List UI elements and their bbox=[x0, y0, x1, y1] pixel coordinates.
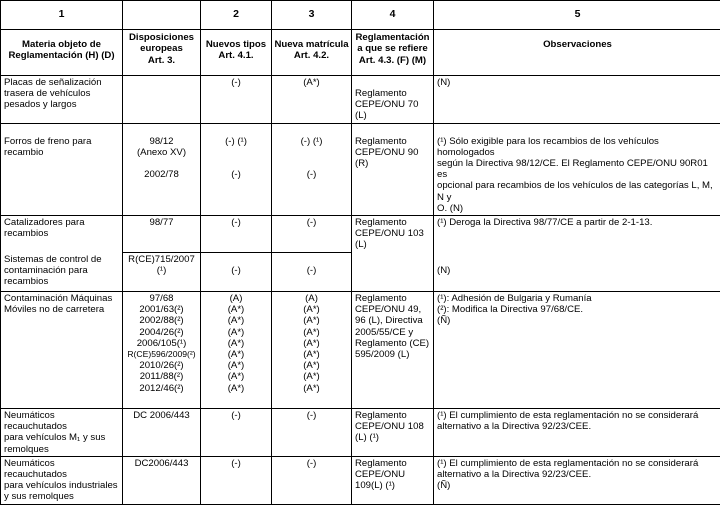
cell-reglamentacion: Reglamento CEPE/ONU 103 (L) bbox=[352, 216, 434, 292]
cell-disposiciones: 98/77 bbox=[123, 216, 201, 253]
cell-nueva-matricula: (-) bbox=[272, 216, 352, 253]
column-number: 5 bbox=[434, 1, 720, 30]
cell-reglamentacion: Reglamento CEPE/ONU 108 (L) (¹) bbox=[352, 409, 434, 457]
cell-disposiciones: DC 2006/443 bbox=[123, 409, 201, 457]
cell-nuevos-tipos: (-) bbox=[201, 409, 272, 457]
column-number bbox=[123, 1, 201, 30]
table-row bbox=[1, 456, 720, 504]
cell-materia: Forros de freno para recambio bbox=[1, 123, 123, 215]
cell-materia: Sistemas de control de contaminación para recambios bbox=[1, 253, 123, 292]
cell-disposiciones: 97/68 2001/63(²) 2002/88(²) 2004/26(²) 2006/105(¹) R(CE)596/2009(²) 2010/26(²) 2011/88(²) 2012/46(²) bbox=[123, 292, 201, 409]
cell-materia: Placas de señalización trasera de vehículos pesados y largos bbox=[1, 76, 123, 124]
header-nueva-matricula: Nueva matrícula Art. 4.2. bbox=[272, 30, 352, 76]
cell-nueva-matricula: (-) bbox=[272, 456, 352, 504]
cell-nueva-matricula: (-) (¹) (-) bbox=[272, 123, 352, 215]
cell-materia: Contaminación Máquinas Móviles no de carretera bbox=[1, 292, 123, 409]
header-materia: Materia objeto de Reglamentación (H) (D) bbox=[1, 30, 123, 76]
cell-observaciones: (N) bbox=[434, 253, 720, 292]
cell-nuevos-tipos: (-) bbox=[201, 76, 272, 124]
cell-nuevos-tipos: (A) (A*) (A*) (A*) (A*) (A*) (A*) (A*) (A*) bbox=[201, 292, 272, 409]
column-number: 3 bbox=[272, 1, 352, 30]
table-row bbox=[1, 409, 720, 457]
cell-nuevos-tipos: (-) bbox=[201, 456, 272, 504]
cell-observaciones: (¹) El cumplimiento de esta reglamentación no se considerará alternativo a la Directiva 92/23/CEE. (Ñ) bbox=[434, 456, 720, 504]
cell-materia: Catalizadores para recambios bbox=[1, 216, 123, 253]
cell-nuevos-tipos: (-) bbox=[201, 253, 272, 292]
cell-materia: Neumáticos recauchutados para vehículos industriales y sus remolques bbox=[1, 456, 123, 504]
cell-observaciones: (¹) Deroga la Directiva 98/77/CE a partir de 2-1-13. bbox=[434, 216, 720, 253]
cell-nueva-matricula: (A*) bbox=[272, 76, 352, 124]
column-number: 1 bbox=[1, 1, 123, 30]
table-row bbox=[1, 216, 720, 253]
header-observaciones: Observaciones bbox=[434, 30, 720, 76]
table-row bbox=[1, 76, 720, 124]
cell-nuevos-tipos: (-) bbox=[201, 216, 272, 253]
table-row bbox=[1, 292, 720, 409]
cell-reglamentacion: Reglamento CEPE/ONU 109(L) (¹) bbox=[352, 456, 434, 504]
header-nuevos-tipos: Nuevos tipos Art. 4.1. bbox=[201, 30, 272, 76]
cell-observaciones: (¹): Adhesión de Bulgaria y Rumanía (²): Modifica la Directiva 97/68/CE. (Ñ) bbox=[434, 292, 720, 409]
cell-disposiciones bbox=[123, 76, 201, 124]
cell-nueva-matricula: (A) (A*) (A*) (A*) (A*) (A*) (A*) (A*) (A*) bbox=[272, 292, 352, 409]
header-disposiciones: Disposiciones europeas Art. 3. bbox=[123, 30, 201, 76]
column-number: 2 bbox=[201, 1, 272, 30]
cell-nueva-matricula: (-) bbox=[272, 409, 352, 457]
cell-reglamentacion: Reglamento CEPE/ONU 49, 96 (L), Directiva 2005/55/CE y Reglamento (CE) 595/2009 (L) bbox=[352, 292, 434, 409]
cell-disposiciones: R(CE)715/2007 (¹) bbox=[123, 253, 201, 292]
header-row bbox=[1, 30, 720, 76]
column-number: 4 bbox=[352, 1, 434, 30]
cell-materia: Neumáticos recauchutados para vehículos M₁ y sus remolques bbox=[1, 409, 123, 457]
cell-reglamentacion: Reglamento CEPE/ONU 70 (L) bbox=[352, 76, 434, 124]
header-reglamentacion: Reglamentación a que se refiere Art. 4.3. (F) (M) bbox=[352, 30, 434, 76]
cell-nuevos-tipos: (-) (¹) (-) bbox=[201, 123, 272, 215]
cell-disposiciones: DC2006/443 bbox=[123, 456, 201, 504]
cell-reglamentacion: Reglamento CEPE/ONU 90 (R) bbox=[352, 123, 434, 215]
cell-observaciones: (¹) Sólo exigible para los recambios de los vehículos homologados según la Directiva 98/12/CE. El Reglamento CEPE/ONU 90R01 es opcional para recambios de los vehículos de las categorías L, M, N y O. (N) bbox=[434, 123, 720, 215]
cell-disposiciones: 98/12 (Anexo XV) 2002/78 bbox=[123, 123, 201, 215]
cell-observaciones: (N) bbox=[434, 76, 720, 124]
table-row bbox=[1, 123, 720, 215]
column-number-row bbox=[1, 1, 720, 30]
cell-observaciones: (¹) El cumplimiento de esta reglamentación no se considerará alternativo a la Directiva 92/23/CEE. bbox=[434, 409, 720, 457]
cell-nueva-matricula: (-) bbox=[272, 253, 352, 292]
